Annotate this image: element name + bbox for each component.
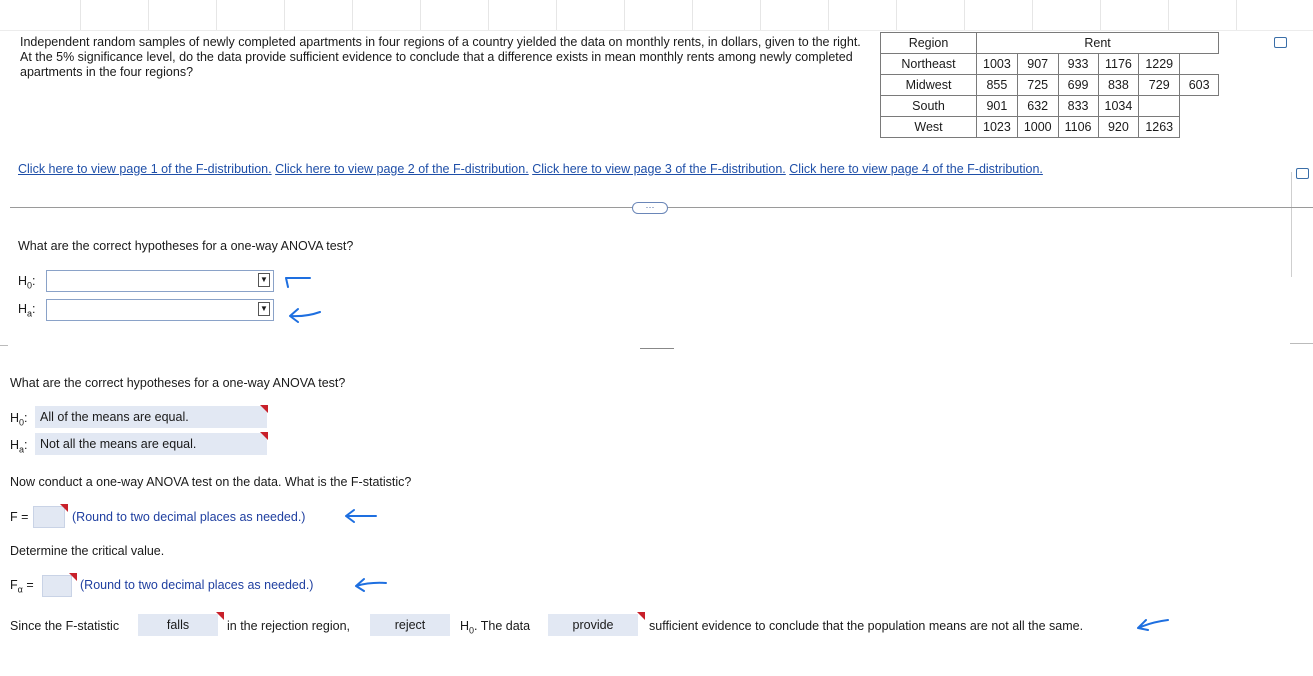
- region-cell: Northeast: [881, 54, 977, 75]
- region-cell: West: [881, 117, 977, 138]
- flag-icon: [60, 504, 68, 512]
- rent-cell: 1000: [1017, 117, 1058, 138]
- critical-value-input[interactable]: [42, 575, 72, 597]
- flag-icon: [260, 432, 268, 440]
- rent-cell: 855: [977, 75, 1018, 96]
- rent-header: Rent: [977, 33, 1219, 54]
- conclusion-mid: in the rejection region,: [227, 619, 350, 633]
- annotation-arrow-icon: [1134, 616, 1170, 632]
- rent-data-table: [880, 32, 1219, 138]
- flag-icon: [260, 405, 268, 413]
- rent-cell: 933: [1058, 54, 1098, 75]
- chevron-down-icon[interactable]: ▼: [258, 302, 270, 316]
- hypotheses-question: What are the correct hypotheses for a one-way ANOVA test?: [18, 239, 354, 253]
- f-statistic-question: Now conduct a one-way ANOVA test on the data. What is the F-statistic?: [10, 475, 412, 489]
- chevron-down-icon[interactable]: ▼: [258, 273, 270, 287]
- rent-cell: 838: [1098, 75, 1139, 96]
- flag-icon: [216, 612, 224, 620]
- reject-dropdown[interactable]: reject: [370, 614, 450, 636]
- table-row: [881, 96, 1219, 117]
- scrollbar[interactable]: [1291, 172, 1292, 277]
- falls-dropdown[interactable]: falls: [138, 614, 218, 636]
- annotation-arrow-icon: [342, 508, 378, 524]
- annotation-arrow-icon: [282, 274, 312, 288]
- rent-cell: 725: [1017, 75, 1058, 96]
- section-divider: [0, 345, 8, 346]
- region-cell: Midwest: [881, 75, 977, 96]
- round-note: (Round to two decimal places as needed.): [80, 578, 314, 592]
- rent-cell-empty: [1180, 117, 1219, 138]
- rent-cell: 699: [1058, 75, 1098, 96]
- problem-statement: Independent random samples of newly completed apartments in four regions of a country yielded the data on monthly rents, in dollars, given to the right. At the 5% significance level, do the data provide sufficient evidence to conclude that a difference exists in mean monthly rents among newly completed apartments in the four regions?: [20, 35, 861, 79]
- f-label: F =: [10, 510, 29, 524]
- table-row: [881, 117, 1219, 138]
- rent-cell: 901: [977, 96, 1018, 117]
- h0-answer[interactable]: All of the means are equal.: [35, 406, 267, 428]
- f-alpha-label: $F_\alpha$ =: [10, 578, 34, 595]
- flag-icon: [69, 573, 77, 581]
- ha-label: $H_a$:: [10, 438, 28, 455]
- rent-cell: 833: [1058, 96, 1098, 117]
- copy-data-icon[interactable]: [1274, 37, 1287, 48]
- f-distribution-page-1-link[interactable]: Click here to view page 1 of the F-distribution.: [18, 162, 272, 176]
- copy-data-icon[interactable]: [1296, 168, 1309, 179]
- f-distribution-page-4-link[interactable]: Click here to view page 4 of the F-distribution.: [789, 162, 1043, 176]
- ha-dropdown[interactable]: [46, 299, 274, 321]
- h0-dropdown[interactable]: [46, 270, 274, 292]
- rent-cell: 920: [1098, 117, 1139, 138]
- rent-cell: 1003: [977, 54, 1018, 75]
- ha-label: $H_a$:: [18, 302, 36, 319]
- rent-cell: 603: [1180, 75, 1219, 96]
- rent-cell: 1106: [1058, 117, 1098, 138]
- h0-label: $H_0$:: [18, 274, 36, 291]
- rent-cell: 907: [1017, 54, 1058, 75]
- hypotheses-question-answered: What are the correct hypotheses for a one-way ANOVA test?: [10, 376, 346, 390]
- rent-cell: 1034: [1098, 96, 1139, 117]
- rent-cell: 729: [1139, 75, 1180, 96]
- round-note: (Round to two decimal places as needed.): [72, 510, 306, 524]
- f-distribution-links: [18, 162, 1043, 176]
- annotation-arrow-icon: [286, 307, 322, 323]
- rent-cell: 1229: [1139, 54, 1180, 75]
- rent-cell-empty: [1139, 96, 1180, 117]
- conclusion-suffix: sufficient evidence to conclude that the population means are not all the same.: [649, 619, 1084, 633]
- f-distribution-page-3-link[interactable]: Click here to view page 3 of the F-distribution.: [532, 162, 786, 176]
- h0-label: $H_0$:: [10, 411, 28, 428]
- annotation-arrow-icon: [352, 576, 388, 592]
- table-row: [881, 75, 1219, 96]
- rent-cell: 1023: [977, 117, 1018, 138]
- rent-cell: 1176: [1098, 54, 1139, 75]
- region-header: Region: [881, 33, 977, 54]
- table-row: [881, 54, 1219, 75]
- f-distribution-page-2-link[interactable]: Click here to view page 2 of the F-distribution.: [275, 162, 529, 176]
- ha-answer[interactable]: Not all the means are equal.: [35, 433, 267, 455]
- conclusion-prefix: Since the F-statistic: [10, 619, 120, 633]
- region-cell: South: [881, 96, 977, 117]
- more-options-button[interactable]: ···: [632, 202, 668, 214]
- flag-icon: [637, 612, 645, 620]
- section-divider: [640, 348, 674, 349]
- section-divider: [1290, 343, 1313, 344]
- rent-cell: 632: [1017, 96, 1058, 117]
- rent-cell: 1263: [1139, 117, 1180, 138]
- provide-dropdown[interactable]: provide: [548, 614, 638, 636]
- rent-cell-empty: [1180, 54, 1219, 75]
- rent-cell-empty: [1180, 96, 1219, 117]
- critical-value-question: Determine the critical value.: [10, 544, 165, 558]
- h0-inline: $H_0$. The data: [460, 619, 531, 636]
